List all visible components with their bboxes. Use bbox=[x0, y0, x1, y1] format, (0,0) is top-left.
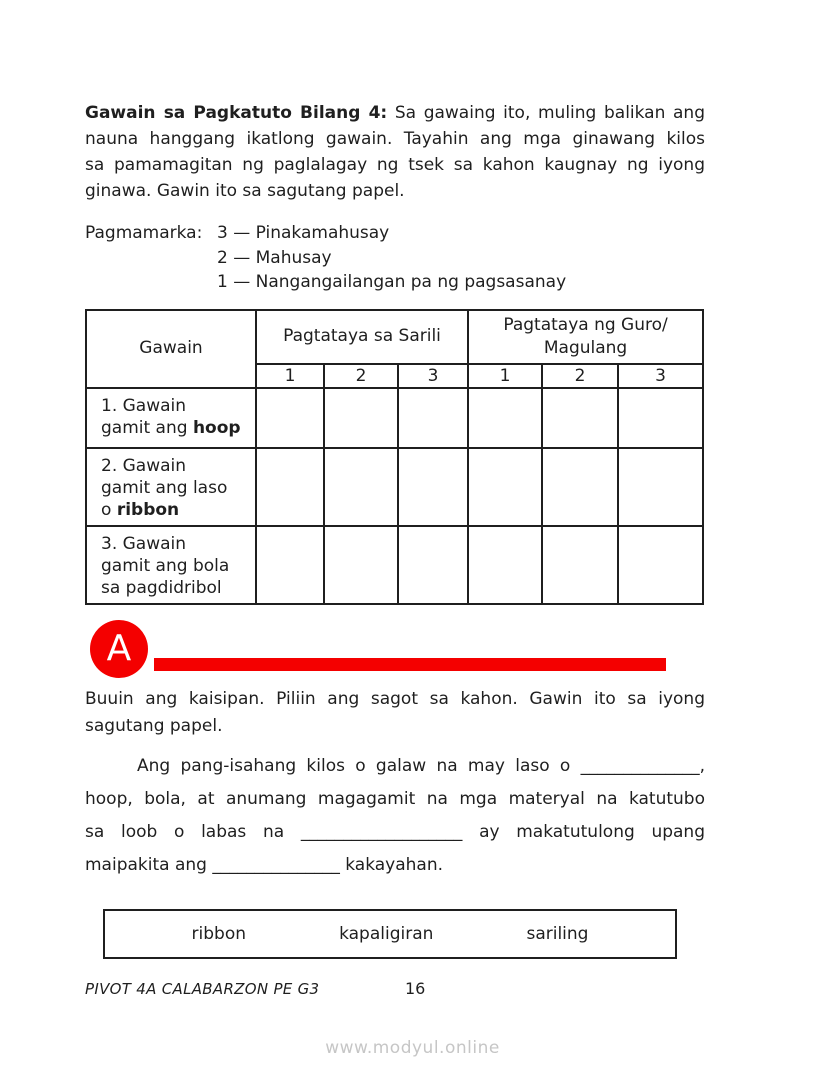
score-column-header: 1 bbox=[468, 364, 542, 388]
text-segment: ginawa. Gawin ito sa sagutang papel. bbox=[85, 181, 405, 201]
rubric-row bbox=[85, 246, 705, 271]
text-line bbox=[85, 152, 705, 178]
text-segment: gamit ang bola bbox=[101, 555, 230, 576]
word-bank-item: sariling bbox=[526, 923, 589, 944]
activity-label-cell bbox=[86, 388, 256, 448]
word-bank-item: ribbon bbox=[191, 923, 247, 944]
text-line bbox=[101, 417, 251, 439]
text-line bbox=[101, 395, 251, 417]
score-cell-empty bbox=[398, 526, 468, 604]
score-cell-empty bbox=[618, 526, 703, 604]
text-segment: 1. Gawain bbox=[101, 395, 187, 416]
table-group-header-row bbox=[86, 310, 703, 364]
text-line bbox=[85, 713, 705, 740]
text-line bbox=[85, 126, 705, 152]
activity-label-cell bbox=[86, 448, 256, 526]
text-line bbox=[101, 577, 251, 599]
text-segment: sa pagdidribol bbox=[101, 577, 222, 598]
text-segment: sa pamamagitan ng paglalagay ng tsek sa kahon kaugnay ng iyong bbox=[85, 155, 705, 175]
rubric-label: Pagmamarka: bbox=[85, 223, 203, 243]
rubric-row bbox=[85, 221, 705, 246]
text-segment: nauna hanggang ikatlong gawain. Tayahin ang mga ginawang kilos bbox=[85, 129, 705, 149]
score-cell-empty bbox=[468, 448, 542, 526]
text-line bbox=[101, 533, 251, 555]
score-cell-empty bbox=[468, 526, 542, 604]
watermark-url: www.modyul.online bbox=[325, 1038, 500, 1058]
score-cell-empty bbox=[324, 526, 398, 604]
score-cell-empty bbox=[256, 448, 324, 526]
scoring-guide bbox=[85, 221, 705, 295]
score-cell-empty bbox=[542, 388, 618, 448]
text-segment: ribbon bbox=[116, 499, 180, 520]
section-a-marker bbox=[85, 620, 705, 678]
rubric-item: 3 — Pinakamahusay bbox=[217, 223, 390, 243]
text-line bbox=[85, 783, 705, 816]
text-line bbox=[85, 100, 705, 126]
score-cell-empty bbox=[398, 388, 468, 448]
text-segment: 3. Gawain bbox=[101, 533, 187, 554]
score-cell-empty bbox=[398, 448, 468, 526]
score-cell-empty bbox=[256, 526, 324, 604]
text-line bbox=[85, 686, 705, 713]
text-line bbox=[101, 499, 251, 521]
score-cell-empty bbox=[468, 388, 542, 448]
rubric-label-spacer bbox=[85, 270, 217, 295]
text-segment: Sa gawaing ito, muling balikan ang bbox=[387, 103, 706, 123]
text-segment: hoop, bola, at anumang magagamit na mga materyal na katutubo bbox=[85, 788, 705, 809]
score-cell-empty bbox=[542, 448, 618, 526]
score-column-header: 3 bbox=[618, 364, 703, 388]
score-column-header: 2 bbox=[324, 364, 398, 388]
text-segment: hoop bbox=[192, 417, 241, 438]
assessment-table-body bbox=[86, 388, 703, 604]
rubric-row bbox=[85, 270, 705, 295]
text-line bbox=[85, 849, 705, 882]
table-row bbox=[86, 388, 703, 448]
table-row bbox=[86, 448, 703, 526]
score-cell-empty bbox=[618, 388, 703, 448]
assessment-table bbox=[85, 309, 704, 605]
text-segment: gamit ang laso bbox=[101, 477, 228, 498]
table-header-teacher-assessment: Pagtataya ng Guro/ Magulang bbox=[468, 310, 703, 364]
text-line bbox=[101, 477, 251, 499]
text-segment: gamit ang bbox=[101, 417, 193, 438]
table-header-self-assessment: Pagtataya sa Sarili bbox=[256, 310, 468, 364]
rubric-item: 1 — Nangangailangan pa ng pagsasanay bbox=[217, 272, 567, 292]
score-column-header: 2 bbox=[542, 364, 618, 388]
rubric-item: 2 — Mahusay bbox=[217, 247, 332, 268]
text-segment: Ang pang-isahang kilos o galaw na may laso o ______________, bbox=[137, 755, 705, 776]
rubric-label-spacer bbox=[85, 246, 217, 271]
text-segment: sagutang papel. bbox=[85, 715, 223, 736]
score-column-header: 1 bbox=[256, 364, 324, 388]
word-bank-item: kapaligiran bbox=[339, 923, 434, 944]
text-segment: maipakita ang _______________ kakayahan. bbox=[85, 854, 444, 875]
word-bank-box bbox=[103, 909, 677, 959]
red-divider-bar bbox=[154, 658, 666, 671]
activity-label-cell bbox=[86, 526, 256, 604]
section-letter: A bbox=[106, 627, 132, 669]
score-cell-empty bbox=[324, 448, 398, 526]
table-header-gawain: Gawain bbox=[86, 310, 256, 388]
text-line bbox=[85, 816, 705, 849]
text-line bbox=[85, 178, 705, 204]
footer-module-label: PIVOT 4A CALABARZON PE G3 bbox=[85, 980, 320, 998]
text-line bbox=[101, 455, 251, 477]
section-letter-badge bbox=[90, 620, 148, 678]
page-number: 16 bbox=[405, 979, 426, 998]
text-line bbox=[85, 750, 705, 783]
score-column-header: 3 bbox=[398, 364, 468, 388]
text-segment: o bbox=[101, 499, 117, 520]
text-segment: Gawain sa Pagkatuto Bilang 4: bbox=[85, 103, 388, 123]
table-row bbox=[86, 526, 703, 604]
text-segment: 2. Gawain bbox=[101, 455, 187, 476]
score-cell-empty bbox=[618, 448, 703, 526]
score-cell-empty bbox=[256, 388, 324, 448]
score-cell-empty bbox=[542, 526, 618, 604]
text-segment: sa loob o labas na ___________________ ay makatutulong upang bbox=[85, 821, 705, 842]
text-segment: Buuin ang kaisipan. Piliin ang sagot sa kahon. Gawin ito sa iyong bbox=[85, 688, 705, 709]
page-content bbox=[85, 0, 705, 959]
text-line bbox=[101, 555, 251, 577]
intro-paragraph bbox=[85, 100, 705, 204]
score-cell-empty bbox=[324, 388, 398, 448]
fill-in-paragraph bbox=[85, 750, 705, 882]
instruction-paragraph bbox=[85, 686, 705, 740]
